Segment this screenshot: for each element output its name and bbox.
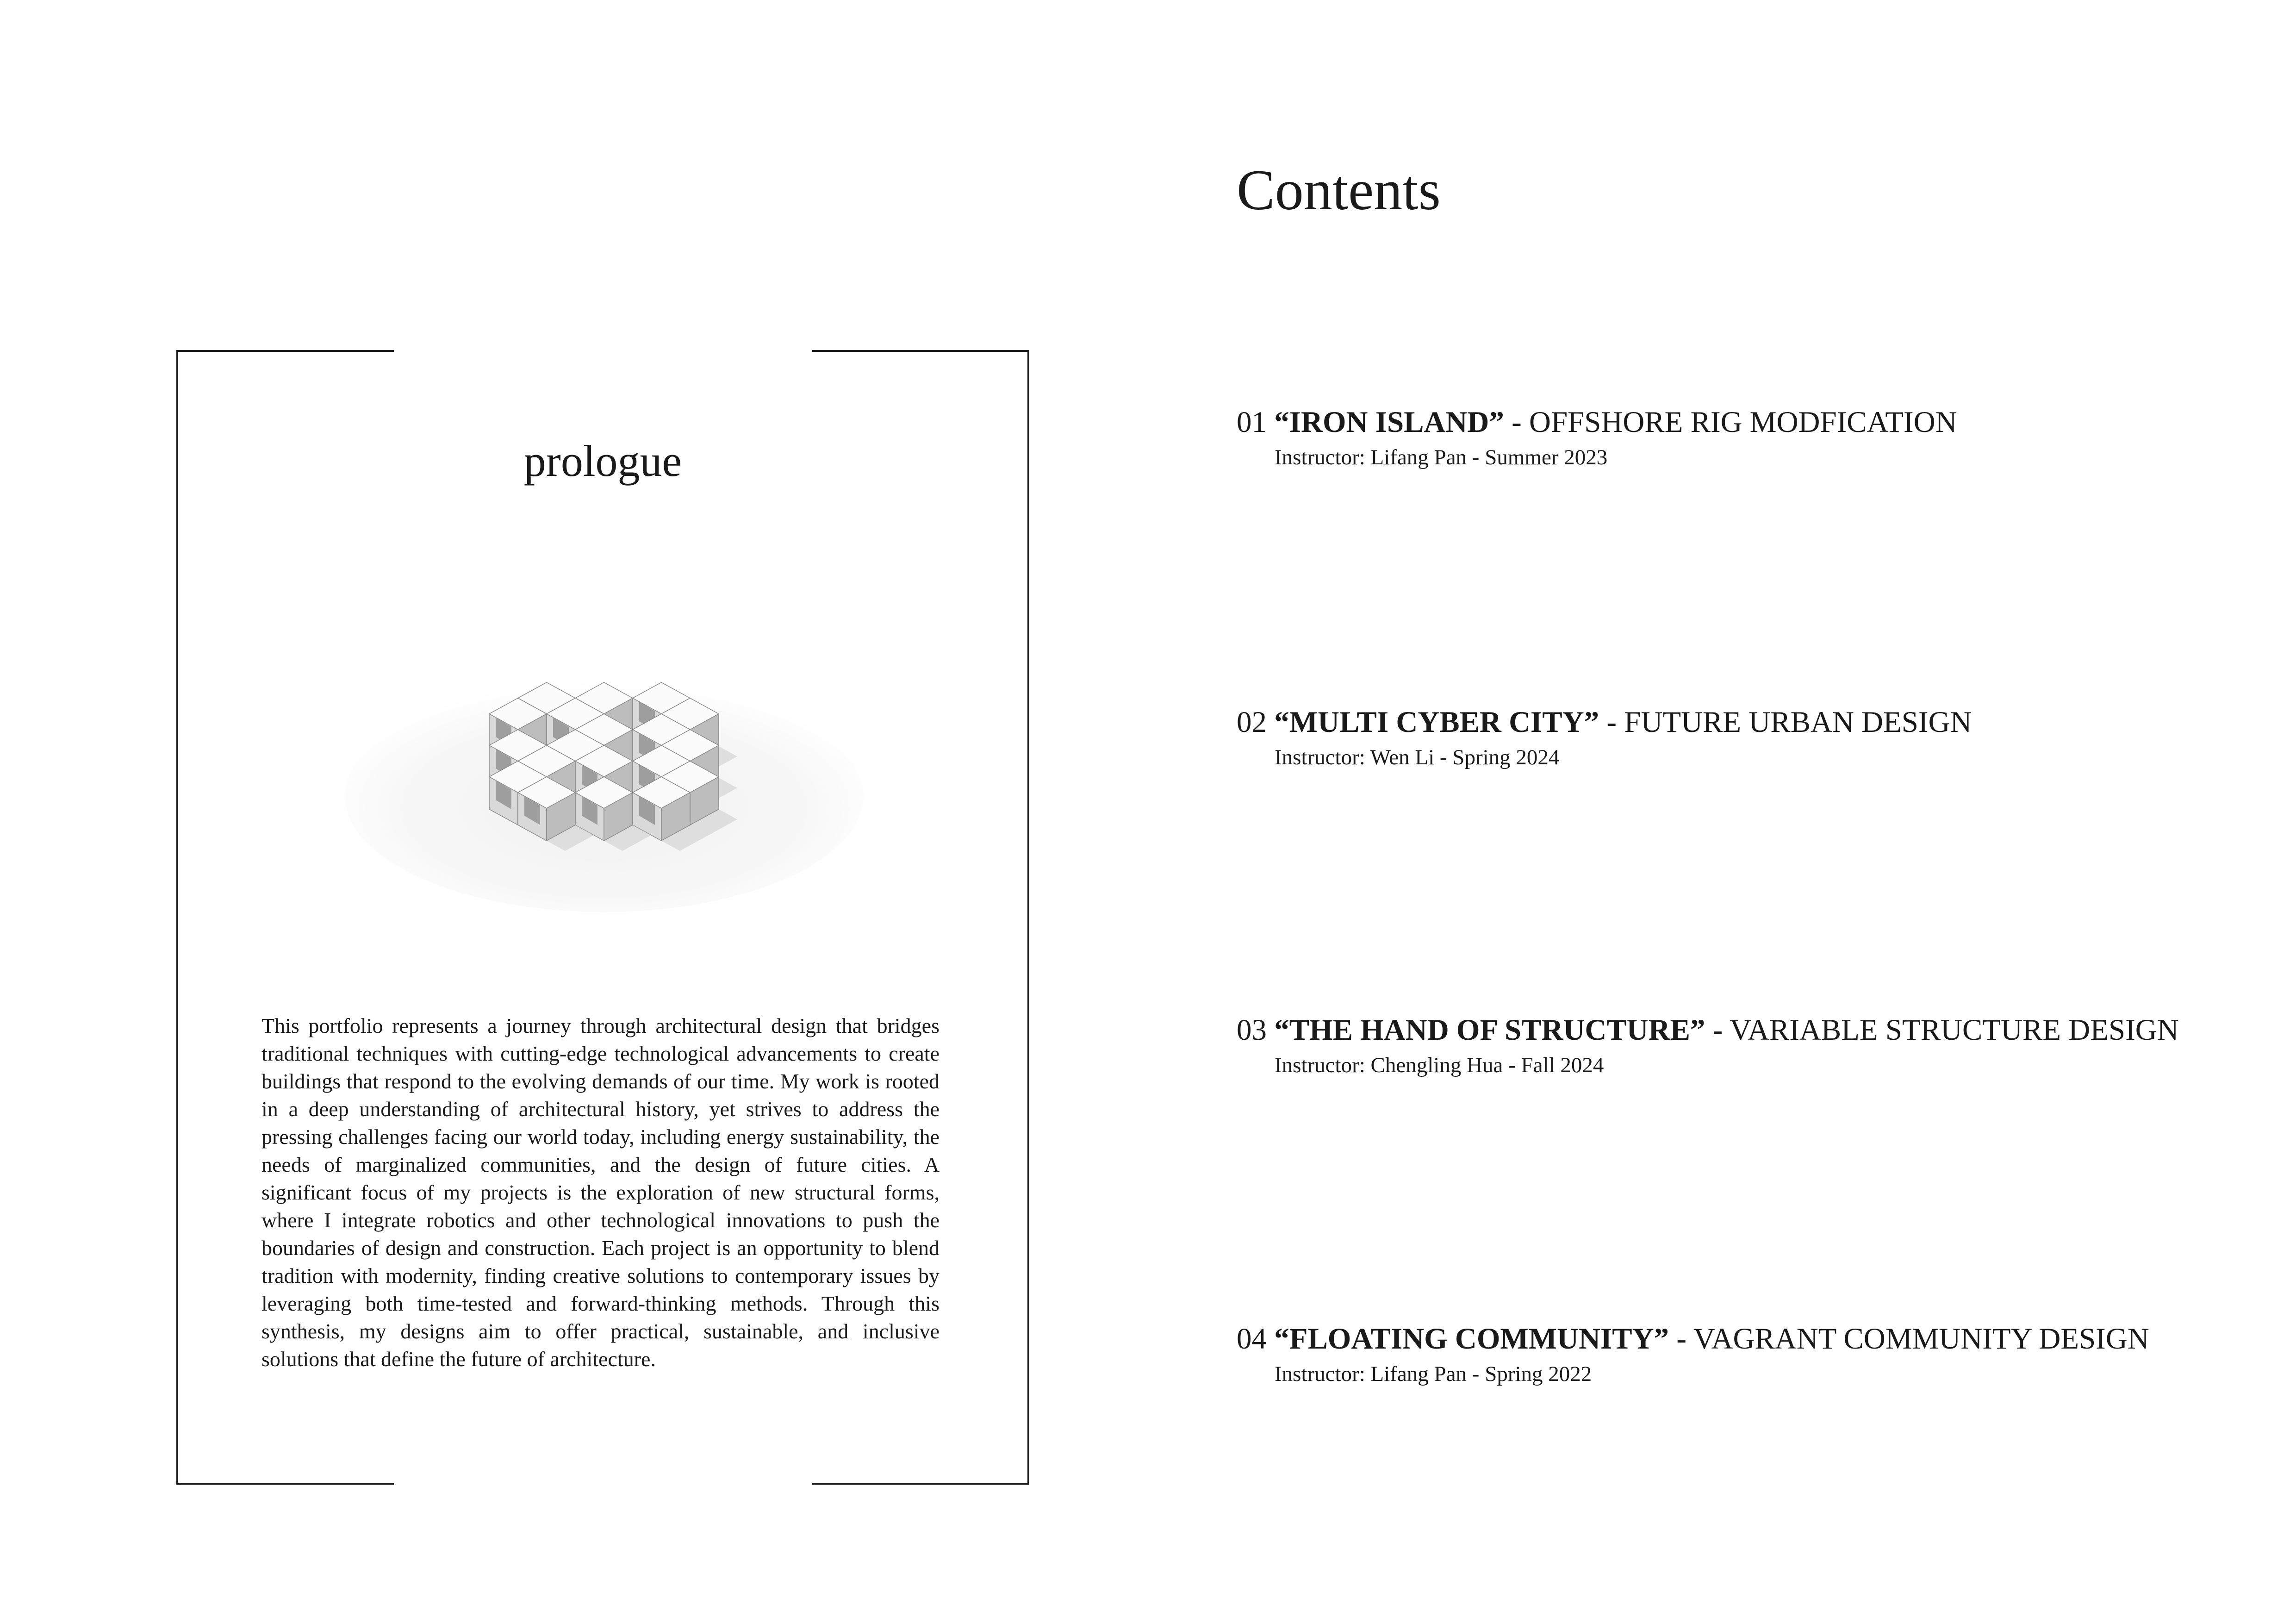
contents-entry-03[interactable]	[1237, 1012, 2179, 1079]
frame-bottom-left-segment	[176, 1483, 394, 1485]
entry-project-name: “MULTI CYBER CITY”	[1274, 706, 1599, 739]
entry-heading	[1237, 404, 1957, 441]
frame-bottom-right-segment	[812, 1483, 1029, 1485]
contents-entry-04[interactable]	[1237, 1320, 2149, 1388]
contents-entry-01[interactable]	[1237, 404, 1957, 471]
entry-heading	[1237, 704, 1972, 741]
frame-top-left-segment	[176, 350, 394, 352]
entry-subtitle: - VARIABLE STRUCTURE DESIGN	[1705, 1013, 2179, 1047]
entry-subtitle: - OFFSHORE RIG MODFICATION	[1504, 406, 1957, 439]
entry-project-name: “THE HAND OF STRUCTURE”	[1274, 1013, 1705, 1047]
contents-entry-02[interactable]	[1237, 704, 1972, 771]
entry-instructor: Instructor: Lifang Pan - Summer 2023	[1275, 445, 1608, 469]
entry-instructor: Instructor: Chengling Hua - Fall 2024	[1275, 1053, 1604, 1077]
entry-number: 02	[1237, 706, 1267, 739]
contents-title: Contents	[1237, 158, 1441, 222]
frame-left-border	[176, 350, 178, 1485]
entry-heading	[1237, 1320, 2149, 1357]
entry-subtitle: - VAGRANT COMMUNITY DESIGN	[1669, 1322, 2149, 1355]
prologue-body-text: This portfolio represents a journey through architectural design that bridges traditional techniques with cutting-edge technological advancements to create buildings that respond to the evolving demands of our time. My work is rooted in a deep understanding of architectural history, yet strives to address the pressing challenges facing our world today, including energy sustainability, the needs of marginalized communities, and the design of future cities. A significant focus of my projects is the exploration of new structural forms, where I integrate robotics and other technological innovations to push the boundaries of design and construction. Each project is an opportunity to blend tradition with modernity, finding creative solutions to contemporary issues by leveraging both time-tested and forward-thinking methods. Through this synthesis, my designs aim to offer practical, sustainable, and inclusive solutions that define the future of architecture.	[261, 1014, 940, 1371]
entry-project-name: “IRON ISLAND”	[1274, 406, 1504, 439]
entry-heading	[1237, 1012, 2179, 1049]
entry-project-name: “FLOATING COMMUNITY”	[1274, 1322, 1669, 1355]
frame-top-right-segment	[812, 350, 1029, 352]
entry-instructor: Instructor: Lifang Pan - Spring 2022	[1275, 1362, 1592, 1386]
frame-right-border	[1027, 350, 1029, 1485]
entry-subtitle: - FUTURE URBAN DESIGN	[1599, 706, 1972, 739]
entry-number: 03	[1237, 1013, 1267, 1047]
entry-number: 04	[1237, 1322, 1267, 1355]
entry-instructor: Instructor: Wen Li - Spring 2024	[1275, 745, 1560, 769]
entry-number: 01	[1237, 406, 1267, 439]
prologue-title: prologue	[523, 436, 682, 486]
modular-architecture-illustration	[338, 643, 870, 931]
